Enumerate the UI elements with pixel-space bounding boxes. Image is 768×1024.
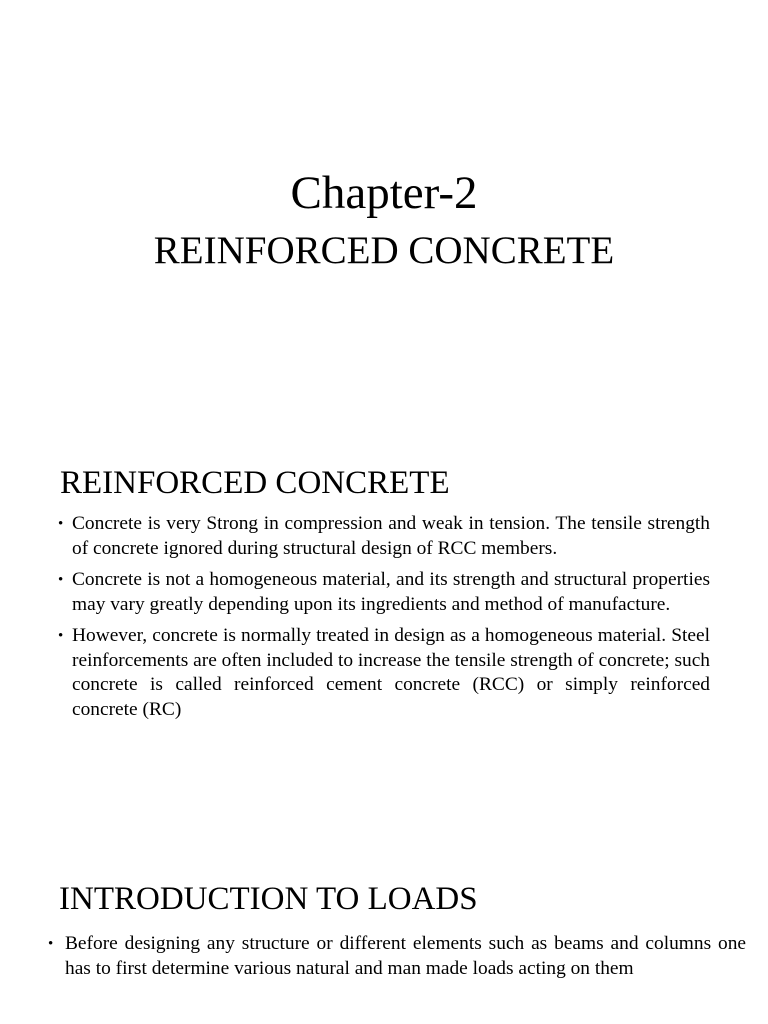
bullet-item <box>58 512 710 561</box>
bullet-item <box>58 568 710 617</box>
title-slide <box>0 0 768 430</box>
bullet-icon: • <box>48 936 54 952</box>
bullet-text: Concrete is not a homogeneous material, and its strength and structural properties may vary greatly depending upon its ingredients and method of manufacture. <box>72 569 710 615</box>
bullet-icon: • <box>58 628 64 644</box>
bullet-icon: • <box>58 516 64 532</box>
chapter-subtitle: REINFORCED CONCRETE <box>153 229 615 272</box>
bullet-text: However, concrete is normally treated in design as a homogeneous material. Steel reinforcements are often included to increase the tensile strength of concrete; such concrete is called reinforced cement concrete (RCC) or simply reinforced concrete (RC) <box>72 625 711 720</box>
bullet-list <box>48 932 746 981</box>
bullet-text: Before designing any structure or different elements such as beams and columns one has to first determine various natural and man made loads acting on them <box>65 933 746 979</box>
bullet-item <box>48 932 746 981</box>
section-introduction-to-loads <box>48 878 746 988</box>
bullet-icon: • <box>58 572 64 588</box>
section-heading: INTRODUCTION TO LOADS <box>59 881 478 917</box>
section-heading: REINFORCED CONCRETE <box>60 465 450 501</box>
chapter-title: Chapter-2 <box>290 167 478 219</box>
section-reinforced-concrete <box>58 462 710 729</box>
bullet-list <box>58 512 710 722</box>
bullet-text: Concrete is very Strong in compression and weak in tension. The tensile strength of concrete ignored during structural design of RCC members. <box>72 513 710 559</box>
bullet-item <box>58 624 710 722</box>
